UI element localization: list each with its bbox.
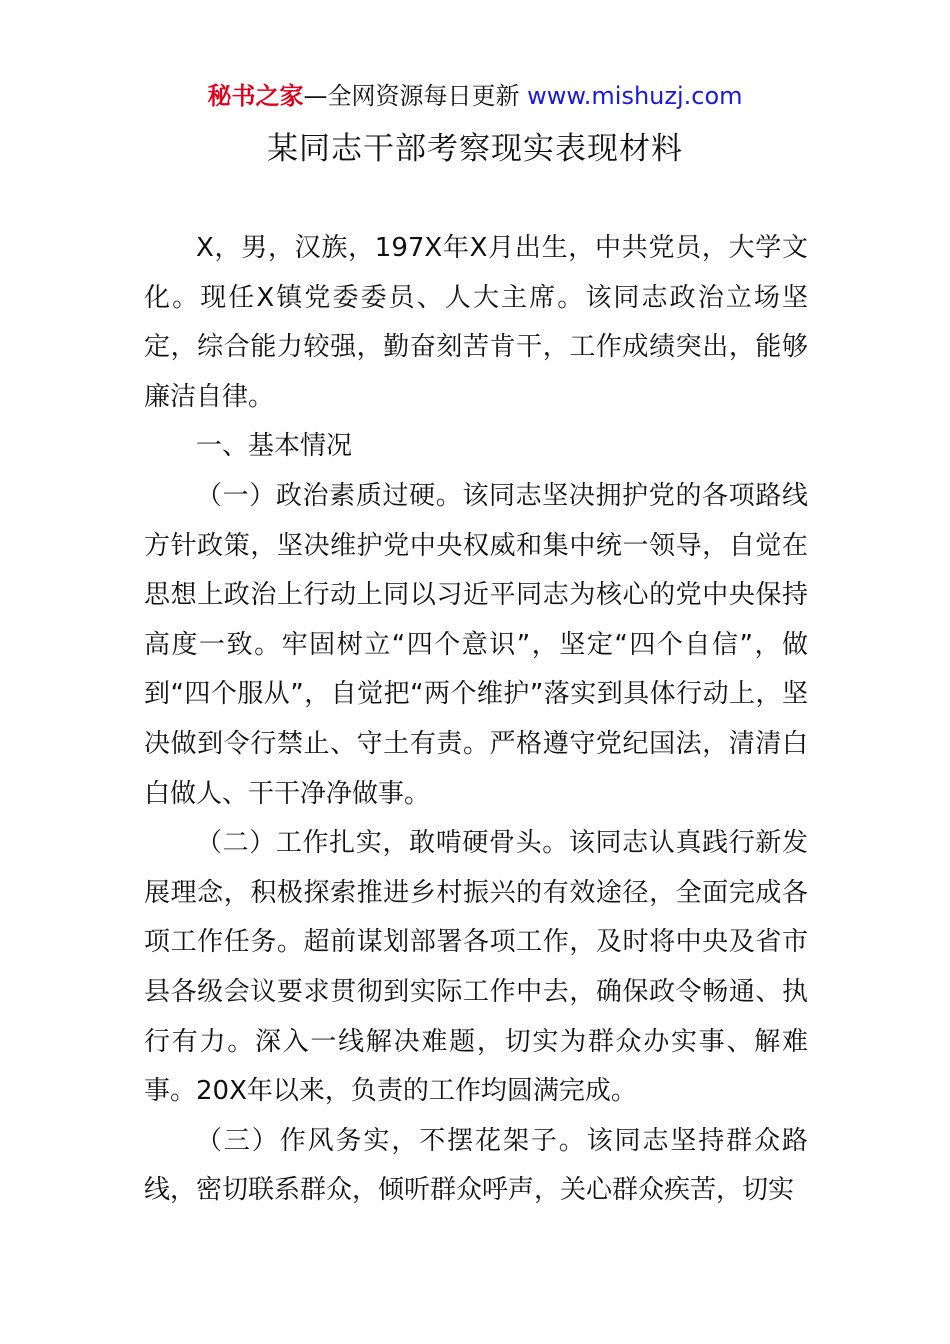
site-url-link[interactable]: www.mishuzj.com: [527, 82, 743, 110]
paragraph-solid-work: （二）工作扎实，敢啃硬骨头。该同志认真践行新发展理念，积极探索推进乡村振兴的有效途径，全面完成各项工作任务。超前谋划部署各项工作，及时将中央及省市县各级会议要求贯彻到实际工作中去，确保政令畅通、执行有力。深入一线解决难题，切实为群众办实事、解难事。20X年以来，负责的工作均圆满完成。: [144, 828, 808, 1107]
section-heading-basic-info: 一、基本情况: [196, 431, 353, 462]
paragraph-political-quality: （一）政治素质过硬。该同志坚决拥护党的各项路线方针政策，坚决维护党中央权威和集中统一领导，自觉在思想上政治上行动上同以习近平同志为核心的党中央保持高度一致。牢固树立“四个意识”，坚定“四个自信”，做到“四个服从”，自觉把“两个维护”落实到具体行动上，坚决做到令行禁止、守土有责。严格遵守党纪国法，清清白白做人、干干净净做事。: [144, 480, 808, 809]
banner-tagline: —全网资源每日更新: [303, 82, 528, 110]
document-title: 某同志干部考察现实表现材料: [267, 131, 683, 167]
brand-name: 秘书之家: [207, 82, 304, 110]
paragraph-practical-style: （三）作风务实，不摆花架子。该同志坚持群众路线，密切联系群众，倾听群众呼声，关心群众疾苦，切实: [144, 1125, 808, 1206]
intro-paragraph: X，男，汉族，197X年X月出生，中共党员，大学文化。现任X镇党委委员、人大主席。该同志政治立场坚定，综合能力较强，勤奋刻苦肯干，工作成绩突出，能够廉洁自律。: [144, 233, 808, 412]
document-body: [144, 224, 808, 1216]
site-banner: [0, 80, 950, 112]
